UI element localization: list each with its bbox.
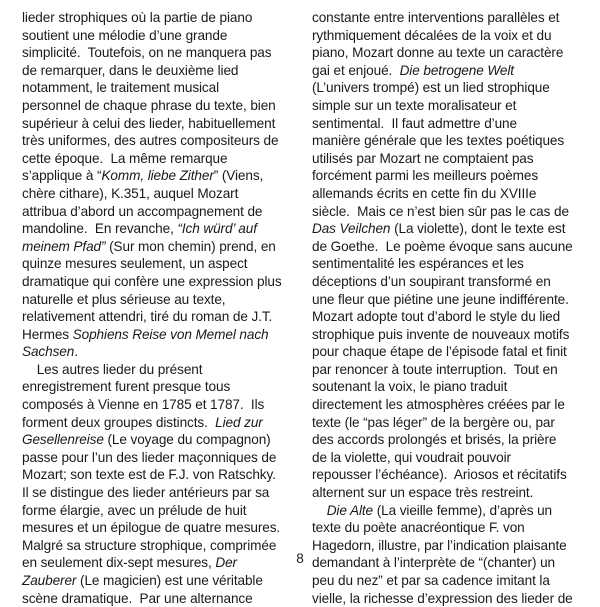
body-text: personnel de chaque phrase du texte, bien bbox=[22, 97, 276, 113]
text-line bbox=[22, 150, 293, 168]
text-line bbox=[312, 396, 584, 414]
text-line bbox=[22, 326, 293, 344]
text-line bbox=[312, 361, 584, 379]
text-line bbox=[312, 326, 584, 344]
italic-title-text: Lied zur bbox=[215, 414, 263, 430]
body-text: rythmiquement décalées de la voix et du bbox=[312, 27, 552, 43]
body-text: forme élargie, avec un prélude de huit bbox=[22, 502, 247, 518]
body-text: passe pour l’un des lieder maçonniques de bbox=[22, 449, 277, 465]
italic-title-text: Zauberer bbox=[22, 573, 77, 588]
text-line bbox=[22, 378, 293, 396]
italic-title-text: Komm, liebe Zither bbox=[101, 168, 214, 184]
text-line bbox=[22, 255, 293, 273]
text-line bbox=[22, 572, 293, 590]
body-text: enregistrement furent presque tous bbox=[22, 379, 231, 395]
body-text: mesures et un épilogue de quatre mesures. bbox=[22, 520, 281, 536]
text-line bbox=[22, 62, 293, 80]
italic-title-text: Der bbox=[215, 555, 237, 571]
body-text: directement les atmosphères créées par le bbox=[312, 397, 565, 413]
italic-title-text: Das Veilchen bbox=[312, 221, 391, 237]
body-text bbox=[312, 503, 327, 518]
text-line bbox=[312, 590, 584, 607]
body-text: allemands écrits en cette fin du XVIIIe bbox=[312, 185, 537, 201]
text-line bbox=[312, 115, 584, 133]
text-line bbox=[312, 97, 584, 115]
body-text: mandoline. En revanche, bbox=[22, 221, 178, 237]
body-text: forment deux groupes distincts. bbox=[22, 414, 216, 430]
body-text: chère cithare), K.351, auquel Mozart bbox=[22, 185, 239, 201]
body-text: repousser l’échéance). Ariosos et récitatifs bbox=[312, 467, 567, 483]
body-text: Les autres lieder du présent bbox=[22, 361, 203, 377]
body-text: (La violette), dont le texte est bbox=[390, 221, 566, 237]
body-text: ” (Viens, bbox=[213, 168, 264, 184]
italic-title-text: meinem Pfad” bbox=[22, 238, 106, 254]
text-line bbox=[22, 132, 293, 150]
text-line bbox=[312, 466, 584, 484]
body-text: peu du nez” et par sa cadence imitant la bbox=[312, 573, 550, 588]
body-text: . bbox=[74, 344, 78, 360]
text-line bbox=[312, 150, 584, 168]
body-text: lieder strophiques où la partie de piano bbox=[22, 10, 253, 25]
body-text: en seulement dix-sept mesures, bbox=[22, 555, 216, 571]
text-line bbox=[312, 167, 584, 185]
body-text: (La vieille femme), d’après un bbox=[373, 502, 552, 518]
text-line bbox=[312, 132, 584, 150]
body-text: déceptions d’un soupirant transformé en bbox=[312, 273, 551, 289]
text-line bbox=[22, 449, 293, 467]
body-text: forcément parmi les meilleurs poèmes bbox=[312, 168, 539, 184]
text-line bbox=[22, 361, 293, 379]
body-text: cette époque. La même remarque bbox=[22, 150, 228, 166]
text-line bbox=[22, 220, 293, 238]
body-text: naturelle et plus sérieuse au texte, bbox=[22, 291, 226, 307]
body-text: quinze mesures seulement, un aspect bbox=[22, 256, 248, 272]
body-text: de Goethe. Le poème évoque sans aucune bbox=[312, 238, 573, 254]
text-line bbox=[22, 203, 293, 221]
text-line bbox=[312, 449, 584, 467]
text-line bbox=[312, 27, 584, 45]
text-line bbox=[312, 572, 584, 590]
text-line bbox=[22, 308, 293, 326]
body-text: piano, Mozart donne au texte un caractère bbox=[312, 45, 564, 61]
italic-title-text: Gesellenreise bbox=[22, 432, 104, 448]
text-line bbox=[22, 273, 293, 291]
body-text: relativement attendri, tiré du roman de J.T. bbox=[22, 309, 273, 325]
body-text: soutient une mélodie d’une grande bbox=[22, 27, 228, 43]
text-line bbox=[22, 414, 293, 432]
text-line bbox=[312, 44, 584, 62]
body-text: manière générale que les textes poétiques bbox=[312, 133, 565, 149]
body-text: simple sur un texte moralisateur et bbox=[312, 97, 517, 113]
body-text: alternent sur un espace très restreint. bbox=[312, 485, 534, 501]
text-line bbox=[22, 519, 293, 537]
text-line bbox=[312, 185, 584, 203]
body-text: scène dramatique. Par une alternance bbox=[22, 590, 253, 606]
body-text: constante entre interventions parallèles et bbox=[312, 10, 560, 25]
text-line bbox=[22, 44, 293, 62]
italic-title-text: Sophiens Reise von Memel nach bbox=[72, 326, 269, 342]
body-text: par renoncer à toute interruption. Tout en bbox=[312, 361, 558, 377]
body-text: siècle. Mais ce n’est bien sûr pas le cas de bbox=[312, 203, 569, 219]
text-line bbox=[22, 79, 293, 97]
text-line bbox=[312, 343, 584, 361]
body-text: une fleur que piétine une jeune indifférente. bbox=[312, 291, 569, 307]
text-line bbox=[22, 396, 293, 414]
body-text: (L’univers trompé) est un lied strophique bbox=[312, 80, 550, 96]
text-line bbox=[312, 62, 584, 80]
text-line bbox=[312, 79, 584, 97]
text-line bbox=[22, 167, 293, 185]
text-line bbox=[22, 484, 293, 502]
text-line bbox=[22, 431, 293, 449]
text-line bbox=[312, 502, 584, 520]
text-line bbox=[22, 502, 293, 520]
text-line bbox=[312, 203, 584, 221]
body-text: vielle, la richesse d’expression des lieder de bbox=[312, 590, 573, 606]
text-line bbox=[22, 291, 293, 309]
body-text: Malgré sa structure strophique, comprimée bbox=[22, 537, 277, 553]
body-text: strophique puis invente de nouveaux motifs bbox=[312, 326, 570, 342]
body-text: simplicité. Toutefois, on ne manquera pas bbox=[22, 45, 272, 61]
body-text: supérieur à celui des lieder, habituellement bbox=[22, 115, 276, 131]
text-line bbox=[22, 343, 293, 361]
body-text: Il se distingue des lieder antérieurs par sa bbox=[22, 485, 270, 501]
italic-title-text: “Ich würd’ auf bbox=[177, 221, 257, 237]
text-line bbox=[22, 97, 293, 115]
body-text: sentimental. Il faut admettre d’une bbox=[312, 115, 517, 131]
body-text: soutenant la voix, le piano traduit bbox=[312, 379, 508, 395]
body-text: texte du poète anacréontique F. von bbox=[312, 520, 525, 536]
body-text: texte (le “pas léger” de la bergère ou, par bbox=[312, 414, 555, 430]
text-line bbox=[312, 238, 584, 256]
body-text: notamment, le traitement musical bbox=[22, 80, 220, 96]
text-line bbox=[312, 273, 584, 291]
body-text: très uniformes, des autres compositeurs de bbox=[22, 133, 279, 149]
text-line bbox=[312, 308, 584, 326]
body-text: attribua d’abord un accompagnement de bbox=[22, 203, 263, 219]
text-line bbox=[312, 291, 584, 309]
italic-title-text: Sachsen bbox=[22, 344, 75, 360]
text-line bbox=[312, 9, 584, 27]
text-line bbox=[312, 414, 584, 432]
body-text: gai et enjoué. bbox=[312, 62, 400, 78]
body-text: Mozart; son texte est de F.J. von Ratschky. bbox=[22, 467, 276, 483]
text-line bbox=[22, 185, 293, 203]
body-text: composés à Vienne en 1785 et 1787. Ils bbox=[22, 397, 265, 413]
body-text: de la violette, qui voudrait pouvoir bbox=[312, 449, 511, 465]
text-line bbox=[312, 378, 584, 396]
body-text: (Le voyage du compagnon) bbox=[103, 432, 271, 448]
text-line bbox=[22, 466, 293, 484]
body-text: s’applique à “ bbox=[22, 168, 102, 184]
body-text: (Sur mon chemin) prend, en bbox=[105, 238, 276, 254]
text-line bbox=[22, 238, 293, 256]
text-line bbox=[312, 519, 584, 537]
body-text: des accords prolongés et brisés, la prière bbox=[312, 432, 557, 448]
body-text: Hermes bbox=[22, 326, 73, 342]
body-text: sentimentalité les espérances et les bbox=[312, 256, 524, 272]
italic-title-text: Die betrogene Welt bbox=[399, 62, 514, 78]
body-text: Hagedorn, illustre, par l’indication plaisante bbox=[312, 537, 567, 553]
text-line bbox=[22, 590, 293, 607]
italic-title-text: Die Alte bbox=[326, 502, 374, 518]
right-text-column bbox=[312, 9, 584, 607]
text-line bbox=[22, 115, 293, 133]
text-line bbox=[312, 484, 584, 502]
body-text: dramatique qui confère une expression plus bbox=[22, 273, 282, 289]
body-text: pour chaque étape de l’épisode fatal et finit bbox=[312, 344, 567, 360]
text-line bbox=[22, 27, 293, 45]
text-line bbox=[312, 220, 584, 238]
body-text: Mozart adopte tout d’abord le style du lied bbox=[312, 309, 561, 325]
body-text: (Le magicien) est une véritable bbox=[76, 573, 263, 588]
body-text: utilisés par Mozart ne comptaient pas bbox=[312, 150, 534, 166]
body-text: demandant à l’interprète de “(chanter) un bbox=[312, 555, 555, 571]
body-text: de remarquer, dans le deuxième lied bbox=[22, 62, 239, 78]
text-line bbox=[312, 431, 584, 449]
left-text-column bbox=[22, 9, 293, 607]
page-number: 8 bbox=[296, 551, 304, 566]
text-line bbox=[312, 255, 584, 273]
text-line bbox=[22, 9, 293, 27]
